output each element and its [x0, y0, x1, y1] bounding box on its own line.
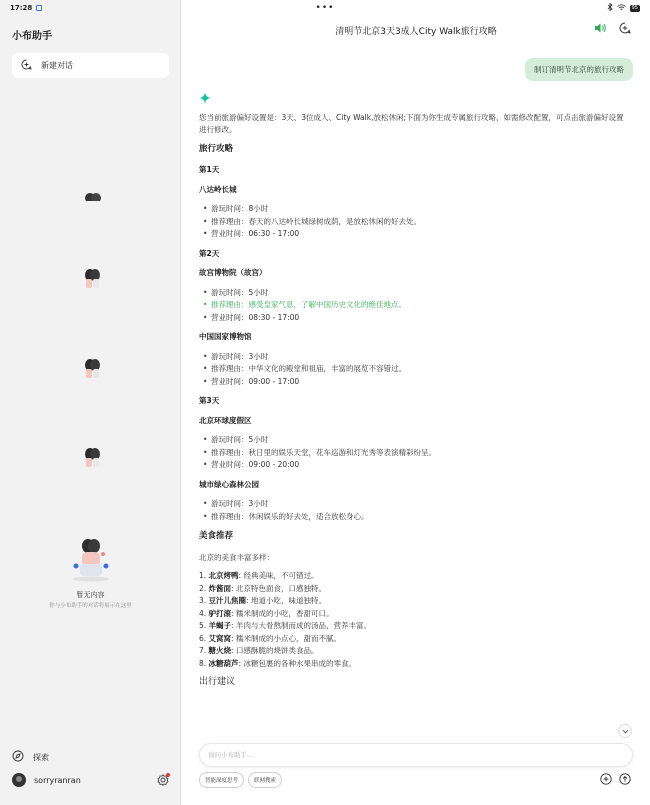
empty-state-subtitle: 你与小布助手的对话将展示在这里: [49, 603, 132, 609]
compass-icon: [12, 750, 24, 764]
spot-details: [199, 287, 629, 325]
message-input-container: [199, 743, 633, 767]
bluetooth-icon: [607, 3, 613, 13]
list-item: • 推荐理由：休闲娱乐的好去处，适合放松身心。: [199, 511, 629, 524]
composer-chips: [199, 772, 282, 788]
spot-details: [199, 203, 629, 241]
new-chat-icon: [21, 59, 32, 72]
list-item: • 营业时间：08:30 - 17:00: [199, 312, 629, 325]
send-icon: [619, 778, 631, 787]
food-title: 美食推荐: [199, 531, 234, 541]
spot-details: [199, 351, 629, 389]
user-profile[interactable]: [12, 773, 81, 787]
list-item: • 推荐理由：春天的八达岭长城绿树成荫，是放松休闲的好去处。: [199, 216, 629, 229]
empty-state-illustration: [68, 538, 114, 582]
battery-icon: 95: [631, 4, 638, 11]
notification-dot: [166, 773, 170, 777]
explore-label: 探索: [33, 752, 49, 762]
spot-name: 北京环球度假区: [199, 415, 252, 425]
app-title: 小布助手: [12, 31, 52, 42]
speaker-icon: [594, 27, 607, 36]
placeholder-illustration: [81, 358, 103, 382]
list-item: • 游玩时间：5小时: [199, 434, 629, 447]
list-item: • 营业时间：06:30 - 17:00: [199, 228, 629, 241]
chevron-down-icon: [622, 727, 629, 736]
chat-panel: [182, 0, 650, 805]
new-chat-button[interactable]: [12, 53, 169, 78]
user-message-bubble: 制订清明节北京的旅行攻略: [525, 58, 633, 81]
wifi-icon: [617, 4, 626, 13]
chat-title: 清明节北京3天3成人City Walk旅行攻略: [335, 27, 497, 37]
avatar: [12, 773, 26, 787]
reply-intro: 您当前旅游偏好设置是：3天、3位成人、City Walk,放松休闲;下面为你生成专属旅行攻略，如需修改配置，可点击旅游偏好设置进行修改。: [199, 112, 624, 134]
send-button[interactable]: [619, 773, 631, 787]
day-label: 第3天: [199, 396, 220, 405]
deep-think-chip[interactable]: 智能深度思考: [199, 772, 244, 788]
calendar-icon: [36, 5, 42, 11]
spot-name: 城市绿心森林公园: [199, 479, 259, 489]
plus-icon: [600, 778, 612, 787]
list-item-highlighted: • 推荐理由：感受皇家气息，了解中国历史文化的绝佳地点。: [199, 299, 629, 312]
food-item: 1. 北京烤鸭: 经典美味，不可错过。: [199, 571, 319, 580]
food-item: 8. 冰糖葫芦: 冰糖包裹的各种水果串成的零食。: [199, 658, 356, 668]
list-item: • 营业时间：09:00 - 17:00: [199, 376, 629, 389]
more-dots-icon[interactable]: •••: [315, 3, 335, 13]
food-item: 3. 豆汁儿焦圈: 地道小吃，味道独特。: [199, 596, 326, 605]
spot-details: [199, 498, 629, 523]
assistant-reply: [199, 92, 629, 698]
list-item: • 游玩时间：3小时: [199, 351, 629, 364]
spot-details: [199, 434, 629, 472]
food-item: 6. 艾窝窝: 糯米制成的小点心，甜而不腻。: [199, 633, 341, 643]
list-item: • 游玩时间：5小时: [199, 287, 629, 300]
placeholder-illustration: [81, 268, 103, 292]
list-item: • 推荐理由：秋日里的娱乐天堂，花车巡游和灯光秀等表演精彩纷呈。: [199, 447, 629, 460]
empty-state-title: 暂无内容: [76, 591, 105, 599]
status-time: 17:28: [10, 4, 33, 12]
new-chat-label: 新建对话: [41, 61, 73, 70]
placeholder-illustration: [81, 447, 103, 471]
list-item: • 游玩时间：3小时: [199, 498, 629, 511]
username: sorryranran: [34, 775, 81, 785]
web-search-chip[interactable]: 联网搜索: [248, 772, 282, 788]
settings-button[interactable]: [157, 774, 169, 788]
day-label: 第1天: [199, 165, 220, 174]
list-item: • 营业时间：09:00 - 20:00: [199, 459, 629, 472]
food-item: 5. 羊蝎子: 羊肉与大骨熬制而成的汤品，营养丰富。: [199, 621, 371, 630]
status-indicators: [607, 3, 640, 13]
message-input[interactable]: [200, 744, 632, 766]
speaker-button[interactable]: [594, 22, 607, 36]
scroll-down-button[interactable]: [618, 724, 632, 738]
section-title: 旅行攻略: [199, 143, 234, 154]
sparkle-icon: [199, 92, 629, 109]
add-attachment-button[interactable]: [600, 773, 612, 787]
spot-name: 故宫博物院（故宫）: [199, 268, 267, 277]
explore-link[interactable]: [12, 750, 49, 764]
list-item: • 推荐理由：中华文化的殿堂和祖庙，丰富的展览不容错过。: [199, 363, 629, 376]
spot-name: 八达岭长城: [199, 184, 237, 194]
new-chat-icon: [619, 27, 631, 36]
travel-title: 出行建议: [199, 677, 236, 687]
food-item: 7. 糖火烧: 口感酥脆的烧饼类食品。: [199, 646, 319, 655]
status-bar: [0, 0, 650, 16]
list-item: • 游玩时间：8小时: [199, 203, 629, 216]
food-list: [199, 570, 629, 670]
placeholder-illustration: [84, 192, 102, 208]
food-intro: 北京的美食丰富多样：: [199, 552, 274, 562]
food-item: 2. 炸酱面: 北京特色面食，口感独特。: [199, 583, 326, 593]
day-label: 第2天: [199, 248, 220, 258]
food-item: 4. 驴打滚: 糯米制成的小吃，香甜可口。: [199, 608, 334, 618]
sidebar: [0, 0, 181, 805]
gear-icon: [157, 779, 169, 788]
new-chat-header-button[interactable]: [619, 22, 631, 36]
spot-name: 中国国家博物馆: [199, 332, 252, 341]
